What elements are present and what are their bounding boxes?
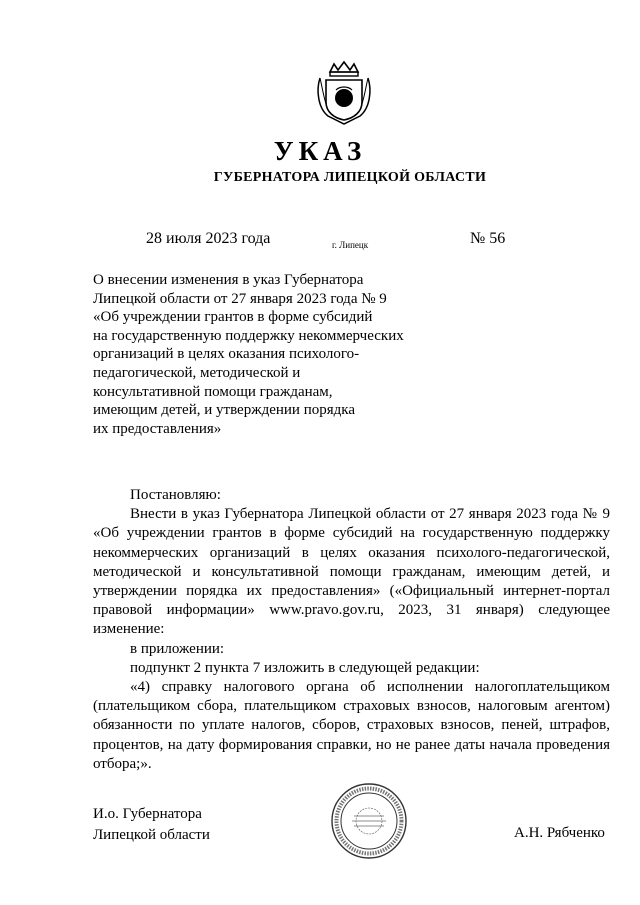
subject-line: их предоставления» bbox=[93, 420, 222, 437]
resolve-paragraph: Постановляю: bbox=[130, 487, 221, 503]
document-title: УКАЗ bbox=[273, 136, 367, 166]
subpoint-paragraph: подпункт 2 пункта 7 изложить в следующей редакции: bbox=[130, 659, 480, 676]
subject-line: «Об учреждении грантов в форме субсидий bbox=[93, 309, 373, 326]
subject-line: О внесении изменения в указ Губернатора bbox=[93, 272, 364, 288]
document-date: 28 июля 2023 года bbox=[146, 230, 271, 247]
subject-line: на государственную поддержку некоммерческих bbox=[93, 327, 404, 344]
signatory-name: А.Н. Рябченко bbox=[514, 825, 605, 841]
position-line: Липецкой области bbox=[93, 827, 210, 843]
subject-line: Липецкой области от 27 января 2023 года № 9 bbox=[93, 290, 387, 307]
document-city: г. Липецк bbox=[332, 240, 369, 250]
coat-of-arms-icon bbox=[314, 60, 374, 126]
document-body bbox=[93, 486, 610, 774]
signatory-position bbox=[93, 804, 210, 846]
position-line: И.о. Губернатора bbox=[93, 806, 202, 822]
main-paragraph: Внести в указ Губернатора Липецкой области от 27 января 2023 года № 9 «Об учреждении грантов в форме субсидий на государственную поддержку некоммерческих организаций в целях оказания психолого-педагогической, методической и консультативной помощи гражданам, имеющим детей, и утверждении порядка их предоставления» («Официальный интернет-портал правовой информации» www.pravo.gov.ru, 2023, 31 января) следующее изменение: bbox=[93, 506, 610, 638]
subject-line: педагогической, методической и bbox=[93, 364, 301, 381]
appendix-paragraph: в приложении: bbox=[130, 640, 225, 657]
subject-line: имеющим детей, и утверждении порядка bbox=[93, 402, 355, 419]
quote-paragraph: «4) справку налогового органа об исполнении налогоплательщиком (плательщиком сбора, плательщиком страховых взносов, налоговым агентом) обязанности по уплате налогов, сборов, страховых взносов, пеней, штрафов, процентов, на дату формирования справки, но не ранее даты начала проведения отбора;». bbox=[93, 679, 610, 772]
document-number: № 56 bbox=[470, 230, 506, 247]
subject-line: консультативной помощи гражданам, bbox=[93, 383, 333, 400]
official-stamp-icon bbox=[330, 782, 408, 860]
subject-line: организаций в целях оказания психолого- bbox=[93, 346, 360, 363]
document-subject bbox=[93, 271, 433, 438]
document-subtitle: ГУБЕРНАТОРА ЛИПЕЦКОЙ ОБЛАСТИ bbox=[213, 170, 487, 185]
